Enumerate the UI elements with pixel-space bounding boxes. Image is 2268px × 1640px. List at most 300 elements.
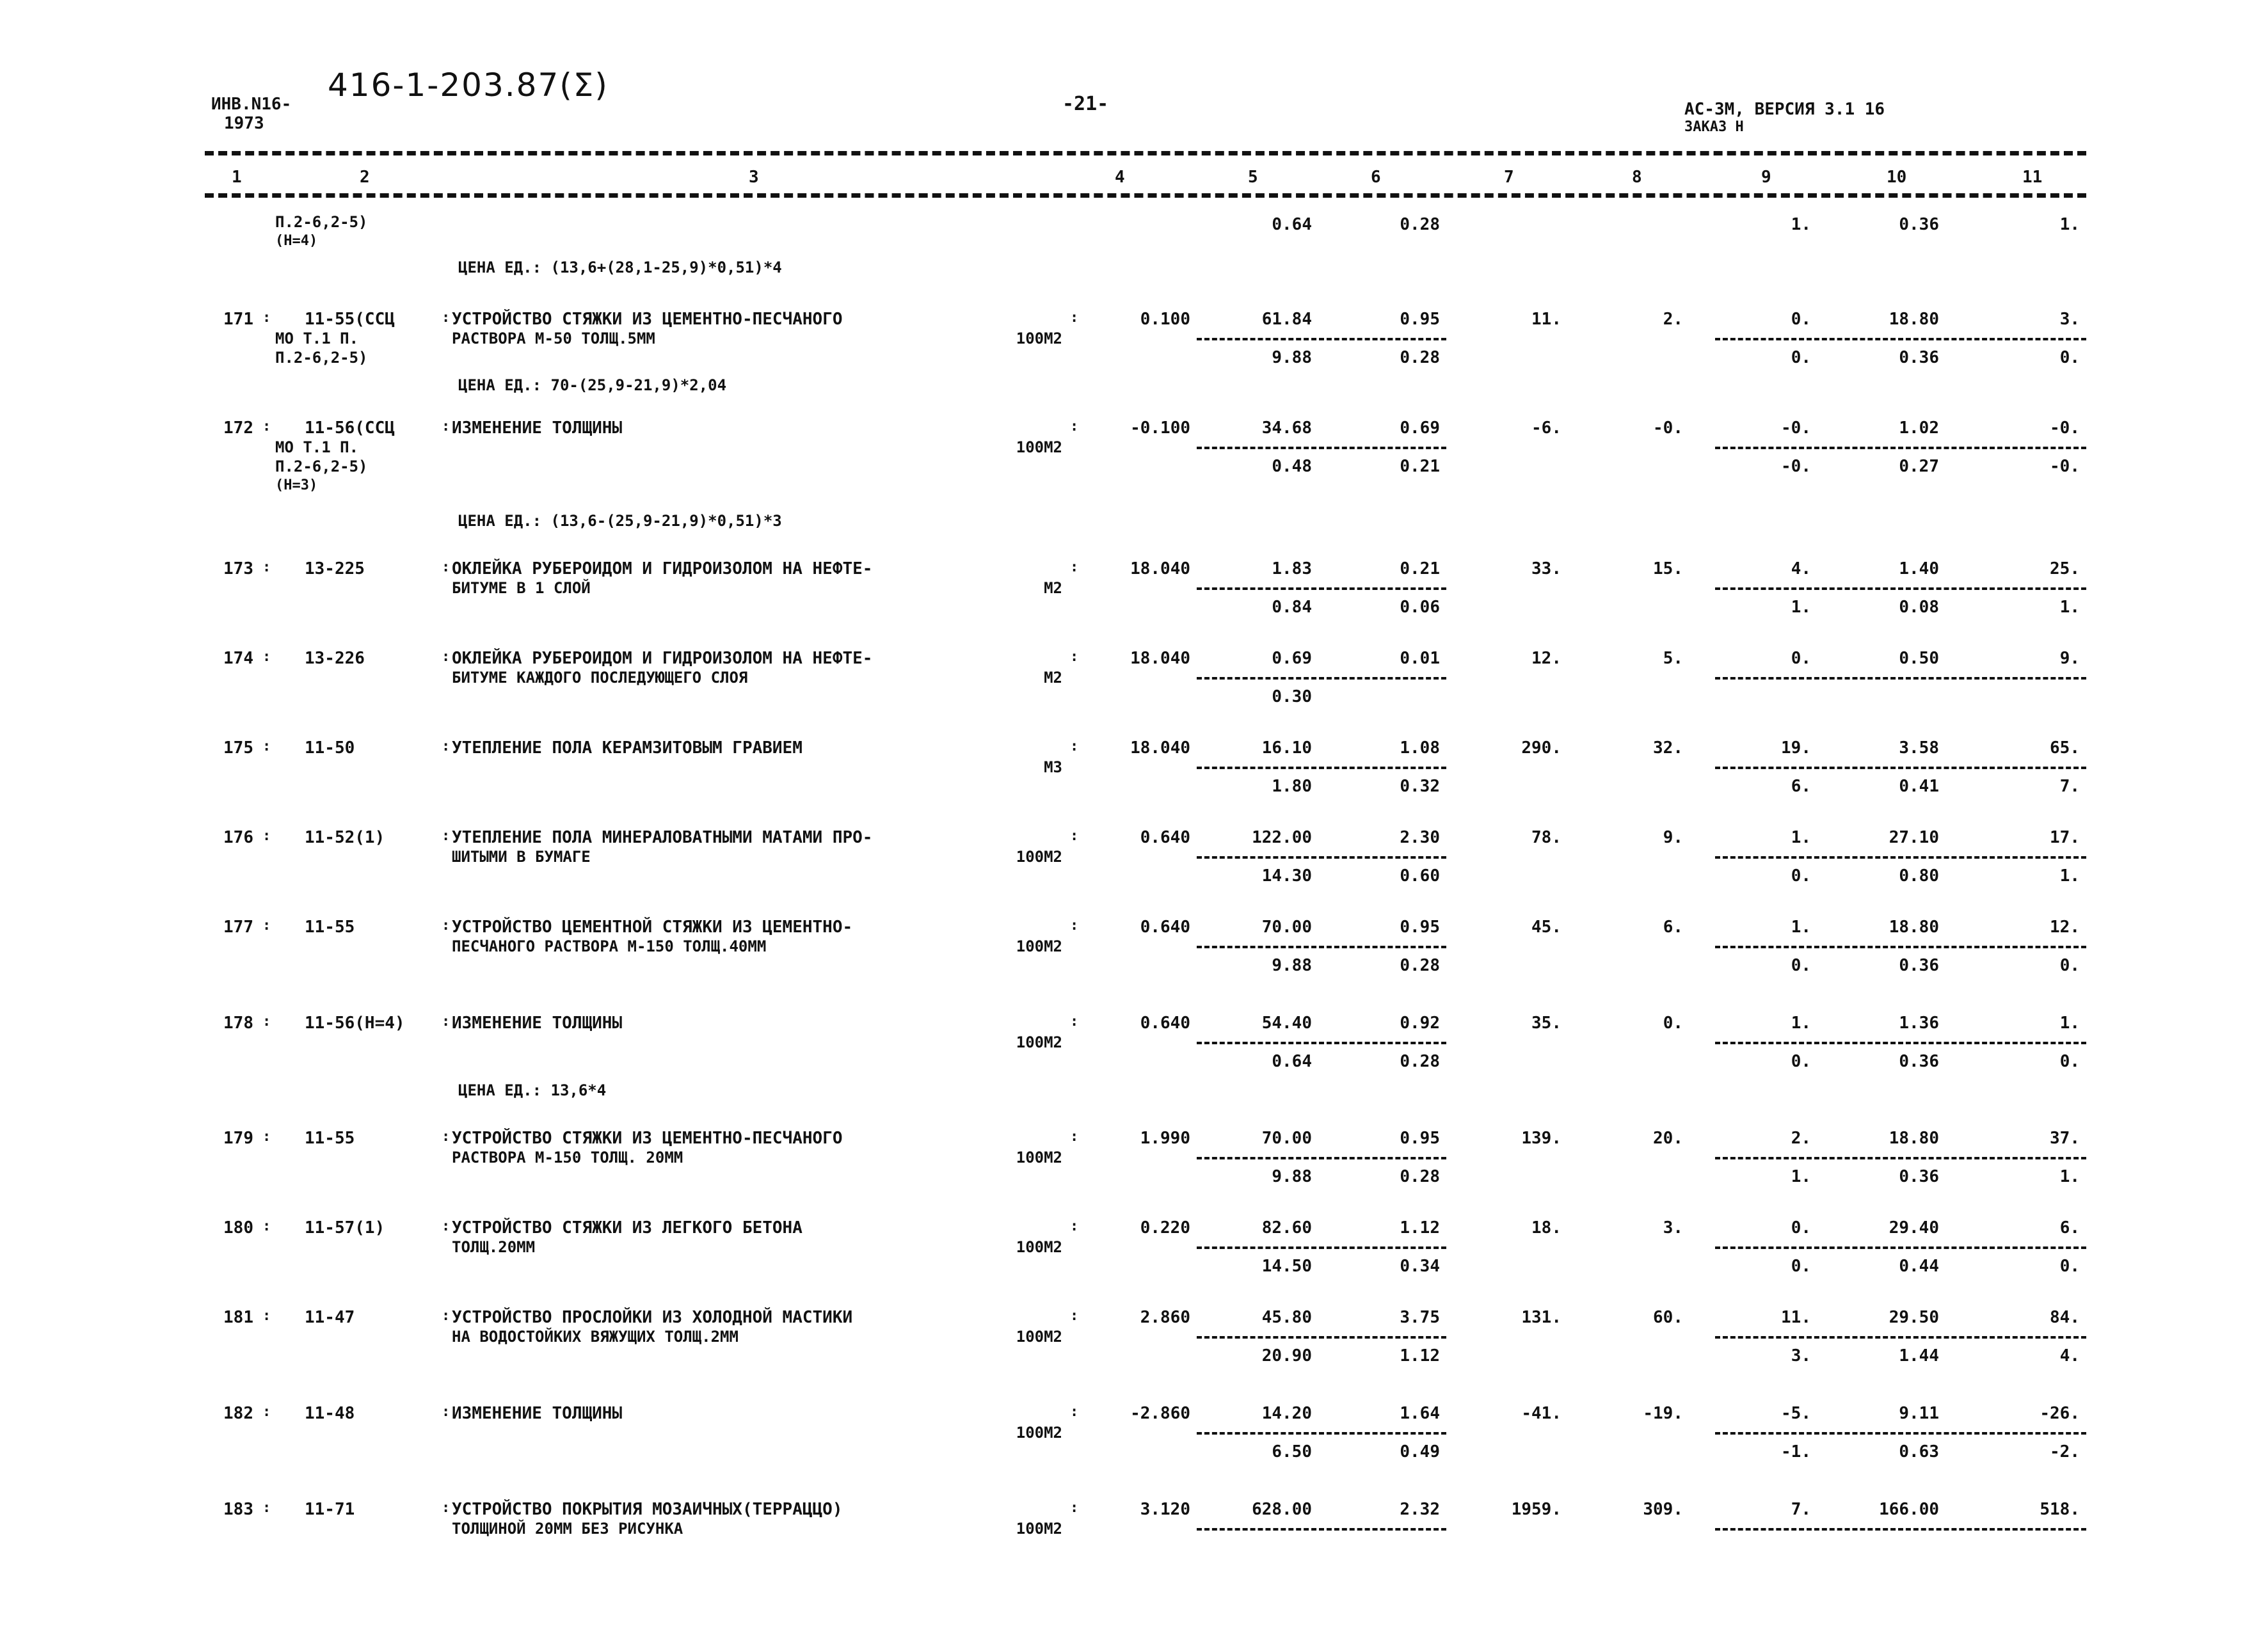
row-colon-col1: : bbox=[262, 1308, 271, 1324]
row-divider-5-6 bbox=[1197, 1336, 1446, 1339]
top-price-note: ЦЕНА ЕД.: (13,6+(28,1-25,9)*0,51)*4 bbox=[458, 259, 782, 276]
row-number: 180 bbox=[223, 1218, 253, 1238]
row-unit: 100М2 bbox=[1016, 330, 1062, 347]
row-unit: 100М2 bbox=[1016, 1424, 1062, 1442]
row-unit: 100М2 bbox=[1016, 1149, 1062, 1166]
row-colon-col2: : bbox=[442, 559, 451, 575]
column-number-9: 9 bbox=[1761, 168, 1771, 187]
row-colon-col2: : bbox=[442, 649, 451, 665]
row-c8: 15. bbox=[1653, 559, 1683, 578]
row-c7: 18. bbox=[1531, 1218, 1561, 1238]
column-number-6: 6 bbox=[1371, 168, 1381, 187]
row-divider-5-6 bbox=[1197, 587, 1446, 590]
row-c9a: 4. bbox=[1791, 559, 1811, 578]
top-c10b: 0.36 bbox=[1899, 215, 1939, 234]
row-quantity: 0.640 bbox=[1140, 1014, 1190, 1033]
row-c10a: 29.40 bbox=[1889, 1218, 1939, 1238]
row-c6b: 0.06 bbox=[1400, 598, 1440, 617]
row-c6a: 2.32 bbox=[1400, 1500, 1440, 1519]
row-c10a: 1.40 bbox=[1899, 559, 1939, 578]
row-quantity: 18.040 bbox=[1130, 649, 1190, 668]
row-c7: -6. bbox=[1531, 418, 1561, 438]
row-colon-col2: : bbox=[442, 1308, 451, 1324]
header-rule-bottom bbox=[205, 193, 2086, 198]
row-c10b: 1.44 bbox=[1899, 1346, 1939, 1365]
row-c11b: 0. bbox=[2059, 348, 2080, 367]
row-divider-5-6 bbox=[1197, 338, 1446, 340]
row-description-1: УТЕПЛЕНИЕ ПОЛА КЕРАМЗИТОВЫМ ГРАВИЕМ bbox=[452, 738, 803, 758]
row-c11a: 25. bbox=[2050, 559, 2080, 578]
row-c10b: 0.27 bbox=[1899, 457, 1939, 476]
row-colon-col2: : bbox=[442, 828, 451, 844]
row-description-2: ПЕСЧАНОГО РАСТВОРА М-150 ТОЛЩ.40ММ bbox=[452, 937, 767, 955]
row-c9b: 0. bbox=[1791, 348, 1811, 367]
row-colon-col1: : bbox=[262, 559, 271, 575]
row-c5a: 70.00 bbox=[1261, 918, 1312, 937]
row-c5b: 1.80 bbox=[1272, 777, 1312, 796]
row-description-2: РАСТВОРА М-150 ТОЛЩ. 20ММ bbox=[452, 1149, 683, 1166]
row-c10a: 1.02 bbox=[1899, 418, 1939, 438]
row-c9b: 1. bbox=[1791, 1167, 1811, 1186]
row-c10a: 1.36 bbox=[1899, 1014, 1939, 1033]
row-number: 174 bbox=[223, 649, 253, 668]
row-unit: М3 bbox=[1044, 758, 1062, 776]
row-description-1: УСТРОЙСТВО СТЯЖКИ ИЗ ЦЕМЕНТНО-ПЕСЧАНОГО bbox=[452, 1129, 843, 1148]
row-description-1: УСТРОЙСТВО ПРОСЛОЙКИ ИЗ ХОЛОДНОЙ МАСТИКИ bbox=[452, 1308, 853, 1327]
row-c11b: 7. bbox=[2059, 777, 2080, 796]
row-unit: 100М2 bbox=[1016, 1520, 1062, 1538]
row-c10a: 166.00 bbox=[1879, 1500, 1939, 1519]
row-price-note: ЦЕНА ЕД.: 70-(25,9-21,9)*2,04 bbox=[458, 376, 727, 394]
row-colon-col3: : bbox=[1070, 738, 1079, 754]
row-colon-col3: : bbox=[1070, 828, 1079, 844]
row-price-note: ЦЕНА ЕД.: 13,6*4 bbox=[458, 1081, 607, 1099]
row-description-1: УСТРОЙСТВО ПОКРЫТИЯ МОЗАИЧНЫХ(ТЕРРАЦЦО) bbox=[452, 1500, 843, 1519]
row-c7: 11. bbox=[1531, 310, 1561, 329]
row-c9a: -0. bbox=[1781, 418, 1811, 438]
column-number-1: 1 bbox=[232, 168, 242, 187]
row-c9b: -0. bbox=[1781, 457, 1811, 476]
row-unit: 100М2 bbox=[1016, 848, 1062, 866]
row-description-1: ОКЛЕЙКА РУБЕРОИДОМ И ГИДРОИЗОЛОМ НА НЕФТЕ- bbox=[452, 649, 873, 668]
row-code: 13-226 bbox=[305, 649, 365, 668]
row-c7: 1959. bbox=[1511, 1500, 1561, 1519]
row-divider-9-11 bbox=[1715, 946, 2086, 948]
row-divider-5-6 bbox=[1197, 1528, 1446, 1531]
row-c6b: 0.28 bbox=[1400, 1167, 1440, 1186]
row-c5b: 14.50 bbox=[1261, 1257, 1312, 1276]
top-code-2: (Н=4) bbox=[275, 233, 318, 249]
row-description-2: НА ВОДОСТОЙКИХ ВЯЖУЩИХ ТОЛЩ.2ММ bbox=[452, 1328, 739, 1346]
row-c8: -0. bbox=[1653, 418, 1683, 438]
row-c9a: 0. bbox=[1791, 649, 1811, 668]
row-colon-col1: : bbox=[262, 918, 271, 934]
row-code: 11-71 bbox=[305, 1500, 355, 1519]
row-number: 175 bbox=[223, 738, 253, 758]
row-code: 11-56(ССЦ bbox=[305, 418, 395, 438]
row-c7: 35. bbox=[1531, 1014, 1561, 1033]
row-colon-col2: : bbox=[442, 1404, 451, 1420]
row-number: 183 bbox=[223, 1500, 253, 1519]
row-divider-9-11 bbox=[1715, 587, 2086, 590]
row-c10a: 9.11 bbox=[1899, 1404, 1939, 1423]
row-colon-col1: : bbox=[262, 738, 271, 754]
row-c5a: 16.10 bbox=[1261, 738, 1312, 758]
row-c6a: 0.92 bbox=[1400, 1014, 1440, 1033]
row-c10b: 0.36 bbox=[1899, 956, 1939, 975]
row-c9b: 0. bbox=[1791, 1257, 1811, 1276]
row-code: 11-55 bbox=[305, 918, 355, 937]
row-c7: 33. bbox=[1531, 559, 1561, 578]
row-c10b: 0.44 bbox=[1899, 1257, 1939, 1276]
row-c9a: 7. bbox=[1791, 1500, 1811, 1519]
row-c6b: 0.28 bbox=[1400, 348, 1440, 367]
row-c9a: 1. bbox=[1791, 918, 1811, 937]
row-c5a: 1.83 bbox=[1272, 559, 1312, 578]
row-c8: -19. bbox=[1643, 1404, 1683, 1423]
row-divider-5-6 bbox=[1197, 767, 1446, 769]
row-unit: М2 bbox=[1044, 579, 1062, 597]
row-number: 179 bbox=[223, 1129, 253, 1148]
row-c11b: 0. bbox=[2059, 1257, 2080, 1276]
column-number-5: 5 bbox=[1248, 168, 1258, 187]
row-c5b: 0.64 bbox=[1272, 1052, 1312, 1071]
row-divider-9-11 bbox=[1715, 856, 2086, 859]
row-c8: 9. bbox=[1663, 828, 1683, 847]
row-quantity: 0.220 bbox=[1140, 1218, 1190, 1238]
row-colon-col3: : bbox=[1070, 418, 1079, 434]
row-code-2: МО Т.1 П. bbox=[275, 330, 359, 347]
row-c6b: 0.34 bbox=[1400, 1257, 1440, 1276]
row-number: 172 bbox=[223, 418, 253, 438]
program-label: АС-3М, ВЕРСИЯ 3.1 16 bbox=[1684, 100, 1885, 119]
top-c6b: 0.28 bbox=[1400, 215, 1440, 234]
row-c10b: 0.36 bbox=[1899, 1052, 1939, 1071]
row-c5b: 9.88 bbox=[1272, 348, 1312, 367]
row-c6b: 0.28 bbox=[1400, 956, 1440, 975]
row-colon-col3: : bbox=[1070, 1404, 1079, 1420]
row-c9a: 0. bbox=[1791, 310, 1811, 329]
row-c6a: 1.64 bbox=[1400, 1404, 1440, 1423]
row-c10a: 18.80 bbox=[1889, 918, 1939, 937]
row-description-1: ИЗМЕНЕНИЕ ТОЛЩИНЫ bbox=[452, 418, 623, 438]
row-c11b: 4. bbox=[2059, 1346, 2080, 1365]
row-divider-5-6 bbox=[1197, 1042, 1446, 1044]
row-c6b: 0.32 bbox=[1400, 777, 1440, 796]
row-c8: 3. bbox=[1663, 1218, 1683, 1238]
row-divider-9-11 bbox=[1715, 1528, 2086, 1531]
row-c6b: 0.28 bbox=[1400, 1052, 1440, 1071]
row-quantity: 3.120 bbox=[1140, 1500, 1190, 1519]
row-c10b: 0.36 bbox=[1899, 1167, 1939, 1186]
row-c11b: 1. bbox=[2059, 866, 2080, 886]
row-quantity: -2.860 bbox=[1130, 1404, 1190, 1423]
row-code-4: (Н=3) bbox=[275, 477, 318, 493]
row-c6b: 0.60 bbox=[1400, 866, 1440, 886]
row-description-1: ИЗМЕНЕНИЕ ТОЛЩИНЫ bbox=[452, 1404, 623, 1423]
row-colon-col2: : bbox=[442, 738, 451, 754]
row-c6a: 0.69 bbox=[1400, 418, 1440, 438]
row-c11a: 6. bbox=[2059, 1218, 2080, 1238]
row-c7: 12. bbox=[1531, 649, 1561, 668]
top-code: П.2-6,2-5) bbox=[275, 213, 368, 231]
row-c5b: 9.88 bbox=[1272, 956, 1312, 975]
row-code-3: П.2-6,2-5) bbox=[275, 458, 368, 475]
row-c11a: 1. bbox=[2059, 1014, 2080, 1033]
row-colon-col1: : bbox=[262, 1129, 271, 1145]
row-quantity: 2.860 bbox=[1140, 1308, 1190, 1327]
row-c5a: 122.00 bbox=[1252, 828, 1312, 847]
row-c11a: 65. bbox=[2050, 738, 2080, 758]
row-description-2: ТОЛЩИНОЙ 20ММ БЕЗ РИСУНКА bbox=[452, 1520, 683, 1538]
row-number: 176 bbox=[223, 828, 253, 847]
row-divider-5-6 bbox=[1197, 677, 1446, 680]
row-c8: 5. bbox=[1663, 649, 1683, 668]
row-colon-col1: : bbox=[262, 1404, 271, 1420]
row-quantity: 0.100 bbox=[1140, 310, 1190, 329]
row-c6b: 0.49 bbox=[1400, 1442, 1440, 1461]
row-c9a: -5. bbox=[1781, 1404, 1811, 1423]
row-number: 171 bbox=[223, 310, 253, 329]
row-c5b: 20.90 bbox=[1261, 1346, 1312, 1365]
row-c8: 0. bbox=[1663, 1014, 1683, 1033]
row-divider-5-6 bbox=[1197, 1157, 1446, 1159]
row-c6a: 0.95 bbox=[1400, 918, 1440, 937]
row-c10a: 3.58 bbox=[1899, 738, 1939, 758]
row-colon-col3: : bbox=[1070, 1218, 1079, 1234]
header-rule-top bbox=[205, 151, 2086, 155]
row-c9a: 19. bbox=[1781, 738, 1811, 758]
row-c5b: 14.30 bbox=[1261, 866, 1312, 886]
row-c5a: 61.84 bbox=[1261, 310, 1312, 329]
row-code: 13-225 bbox=[305, 559, 365, 578]
row-number: 182 bbox=[223, 1404, 253, 1423]
row-quantity: 18.040 bbox=[1130, 738, 1190, 758]
row-c7: 131. bbox=[1521, 1308, 1561, 1327]
row-c9b: 0. bbox=[1791, 866, 1811, 886]
row-c11a: 9. bbox=[2059, 649, 2080, 668]
row-c11a: -0. bbox=[2050, 418, 2080, 438]
row-c6a: 0.21 bbox=[1400, 559, 1440, 578]
row-c11b: 1. bbox=[2059, 1167, 2080, 1186]
row-c6a: 0.95 bbox=[1400, 1129, 1440, 1148]
row-c7: -41. bbox=[1521, 1404, 1561, 1423]
column-number-10: 10 bbox=[1887, 168, 1907, 187]
row-c8: 2. bbox=[1663, 310, 1683, 329]
row-colon-col1: : bbox=[262, 418, 271, 434]
column-number-7: 7 bbox=[1504, 168, 1514, 187]
row-c6a: 1.12 bbox=[1400, 1218, 1440, 1238]
row-c8: 60. bbox=[1653, 1308, 1683, 1327]
row-colon-col1: : bbox=[262, 649, 271, 665]
row-description-2: БИТУМЕ КАЖДОГО ПОСЛЕДУЮЩЕГО СЛОЯ bbox=[452, 669, 748, 687]
row-description-1: УСТРОЙСТВО СТЯЖКИ ИЗ ЛЕГКОГО БЕТОНА bbox=[452, 1218, 803, 1238]
row-c9a: 1. bbox=[1791, 828, 1811, 847]
row-c5a: 54.40 bbox=[1261, 1014, 1312, 1033]
page-number: -21- bbox=[1062, 93, 1109, 115]
row-code: 11-56(Н=4) bbox=[305, 1014, 405, 1033]
row-description-2: РАСТВОРА М-50 ТОЛЩ.5ММ bbox=[452, 330, 655, 347]
year-label: 1973 bbox=[224, 114, 264, 133]
row-divider-9-11 bbox=[1715, 338, 2086, 340]
row-colon-col3: : bbox=[1070, 310, 1079, 326]
row-colon-col1: : bbox=[262, 310, 271, 326]
row-c10b: 0.80 bbox=[1899, 866, 1939, 886]
row-description-1: ИЗМЕНЕНИЕ ТОЛЩИНЫ bbox=[452, 1014, 623, 1033]
top-c9b: 1. bbox=[1791, 215, 1811, 234]
row-colon-col2: : bbox=[442, 1014, 451, 1030]
row-unit: 100М2 bbox=[1016, 1328, 1062, 1346]
row-divider-9-11 bbox=[1715, 1246, 2086, 1249]
row-c6b: 0.21 bbox=[1400, 457, 1440, 476]
row-unit: 100М2 bbox=[1016, 438, 1062, 456]
row-colon-col3: : bbox=[1070, 1129, 1079, 1145]
row-description-2: ШИТЫМИ В БУМАГЕ bbox=[452, 848, 591, 866]
row-description-2: ТОЛЩ.20ММ bbox=[452, 1238, 536, 1256]
row-code: 11-55(ССЦ bbox=[305, 310, 395, 329]
column-number-4: 4 bbox=[1115, 168, 1125, 187]
row-c8: 6. bbox=[1663, 918, 1683, 937]
row-c11b: 0. bbox=[2059, 956, 2080, 975]
row-unit: 100М2 bbox=[1016, 1238, 1062, 1256]
row-colon-col3: : bbox=[1070, 1500, 1079, 1516]
row-divider-9-11 bbox=[1715, 677, 2086, 680]
row-c10a: 18.80 bbox=[1889, 310, 1939, 329]
row-colon-col2: : bbox=[442, 1500, 451, 1516]
row-c11b: -2. bbox=[2050, 1442, 2080, 1461]
row-c10a: 18.80 bbox=[1889, 1129, 1939, 1148]
row-c5b: 0.48 bbox=[1272, 457, 1312, 476]
row-c9a: 1. bbox=[1791, 1014, 1811, 1033]
row-code-2: МО Т.1 П. bbox=[275, 438, 359, 456]
row-colon-col2: : bbox=[442, 1218, 451, 1234]
top-c11b: 1. bbox=[2059, 215, 2080, 234]
row-c11b: 1. bbox=[2059, 598, 2080, 617]
row-c11a: 17. bbox=[2050, 828, 2080, 847]
column-number-8: 8 bbox=[1632, 168, 1642, 187]
row-c5b: 6.50 bbox=[1272, 1442, 1312, 1461]
row-colon-col3: : bbox=[1070, 918, 1079, 934]
handwritten-code: 416-1-203.87(Σ) bbox=[328, 67, 609, 104]
row-number: 177 bbox=[223, 918, 253, 937]
row-code: 11-52(1) bbox=[305, 828, 385, 847]
row-unit: М2 bbox=[1044, 669, 1062, 687]
row-description-2: БИТУМЕ В 1 СЛОЙ bbox=[452, 579, 591, 597]
row-code: 11-55 bbox=[305, 1129, 355, 1148]
row-c9b: 0. bbox=[1791, 956, 1811, 975]
row-divider-5-6 bbox=[1197, 447, 1446, 449]
row-c10a: 0.50 bbox=[1899, 649, 1939, 668]
row-c9b: 6. bbox=[1791, 777, 1811, 796]
row-description-1: УСТРОЙСТВО ЦЕМЕНТНОЙ СТЯЖКИ ИЗ ЦЕМЕНТНО- bbox=[452, 918, 853, 937]
row-c11b: 0. bbox=[2059, 1052, 2080, 1071]
row-c6a: 2.30 bbox=[1400, 828, 1440, 847]
row-c6a: 3.75 bbox=[1400, 1308, 1440, 1327]
row-divider-5-6 bbox=[1197, 1246, 1446, 1249]
row-c11a: 84. bbox=[2050, 1308, 2080, 1327]
row-description-1: ОКЛЕЙКА РУБЕРОИДОМ И ГИДРОИЗОЛОМ НА НЕФТЕ- bbox=[452, 559, 873, 578]
row-colon-col3: : bbox=[1070, 1308, 1079, 1324]
row-c9b: 0. bbox=[1791, 1052, 1811, 1071]
row-quantity: -0.100 bbox=[1130, 418, 1190, 438]
row-number: 178 bbox=[223, 1014, 253, 1033]
row-colon-col2: : bbox=[442, 1129, 451, 1145]
row-c6b: 1.12 bbox=[1400, 1346, 1440, 1365]
row-c9b: -1. bbox=[1781, 1442, 1811, 1461]
row-c5a: 45.80 bbox=[1261, 1308, 1312, 1327]
row-divider-9-11 bbox=[1715, 1042, 2086, 1044]
row-divider-9-11 bbox=[1715, 1336, 2086, 1339]
row-c5a: 70.00 bbox=[1261, 1129, 1312, 1148]
row-c8: 32. bbox=[1653, 738, 1683, 758]
row-c6a: 1.08 bbox=[1400, 738, 1440, 758]
row-code-3: П.2-6,2-5) bbox=[275, 349, 368, 367]
row-divider-9-11 bbox=[1715, 1432, 2086, 1435]
row-c10b: 0.08 bbox=[1899, 598, 1939, 617]
row-quantity: 1.990 bbox=[1140, 1129, 1190, 1148]
row-colon-col2: : bbox=[442, 418, 451, 434]
row-c5a: 628.00 bbox=[1252, 1500, 1312, 1519]
row-divider-5-6 bbox=[1197, 946, 1446, 948]
row-c10b: 0.63 bbox=[1899, 1442, 1939, 1461]
row-c5b: 9.88 bbox=[1272, 1167, 1312, 1186]
row-code: 11-50 bbox=[305, 738, 355, 758]
row-description-1: УТЕПЛЕНИЕ ПОЛА МИНЕРАЛОВАТНЫМИ МАТАМИ ПРО- bbox=[452, 828, 873, 847]
row-c11a: -26. bbox=[2040, 1404, 2080, 1423]
row-colon-col1: : bbox=[262, 1218, 271, 1234]
row-c5b: 0.30 bbox=[1272, 687, 1312, 706]
row-c5a: 82.60 bbox=[1261, 1218, 1312, 1238]
row-colon-col3: : bbox=[1070, 1014, 1079, 1030]
row-divider-9-11 bbox=[1715, 447, 2086, 449]
row-colon-col1: : bbox=[262, 828, 271, 844]
row-colon-col3: : bbox=[1070, 649, 1079, 665]
order-label: ЗАКАЗ Н bbox=[1684, 119, 1744, 135]
row-c5a: 14.20 bbox=[1261, 1404, 1312, 1423]
inventory-label: ИНВ.N16- bbox=[211, 95, 292, 114]
row-description-1: УСТРОЙСТВО СТЯЖКИ ИЗ ЦЕМЕНТНО-ПЕСЧАНОГО bbox=[452, 310, 843, 329]
row-c5b: 0.84 bbox=[1272, 598, 1312, 617]
row-number: 181 bbox=[223, 1308, 253, 1327]
row-price-note: ЦЕНА ЕД.: (13,6-(25,9-21,9)*0,51)*3 bbox=[458, 512, 782, 530]
row-c5a: 0.69 bbox=[1272, 649, 1312, 668]
row-code: 11-48 bbox=[305, 1404, 355, 1423]
row-colon-col2: : bbox=[442, 918, 451, 934]
row-c10b: 0.41 bbox=[1899, 777, 1939, 796]
row-c11b: -0. bbox=[2050, 457, 2080, 476]
column-number-11: 11 bbox=[2022, 168, 2043, 187]
row-c11a: 3. bbox=[2059, 310, 2080, 329]
row-c9a: 2. bbox=[1791, 1129, 1811, 1148]
row-c9b: 1. bbox=[1791, 598, 1811, 617]
row-c8: 309. bbox=[1643, 1500, 1683, 1519]
row-divider-9-11 bbox=[1715, 767, 2086, 769]
row-unit: 100М2 bbox=[1016, 937, 1062, 955]
row-code: 11-47 bbox=[305, 1308, 355, 1327]
row-c10a: 27.10 bbox=[1889, 828, 1939, 847]
row-divider-9-11 bbox=[1715, 1157, 2086, 1159]
row-divider-5-6 bbox=[1197, 856, 1446, 859]
column-number-2: 2 bbox=[360, 168, 370, 187]
row-colon-col1: : bbox=[262, 1014, 271, 1030]
row-quantity: 0.640 bbox=[1140, 828, 1190, 847]
row-quantity: 18.040 bbox=[1130, 559, 1190, 578]
row-quantity: 0.640 bbox=[1140, 918, 1190, 937]
row-c6a: 0.95 bbox=[1400, 310, 1440, 329]
row-colon-col1: : bbox=[262, 1500, 271, 1516]
column-number-3: 3 bbox=[749, 168, 759, 187]
row-c10b: 0.36 bbox=[1899, 348, 1939, 367]
